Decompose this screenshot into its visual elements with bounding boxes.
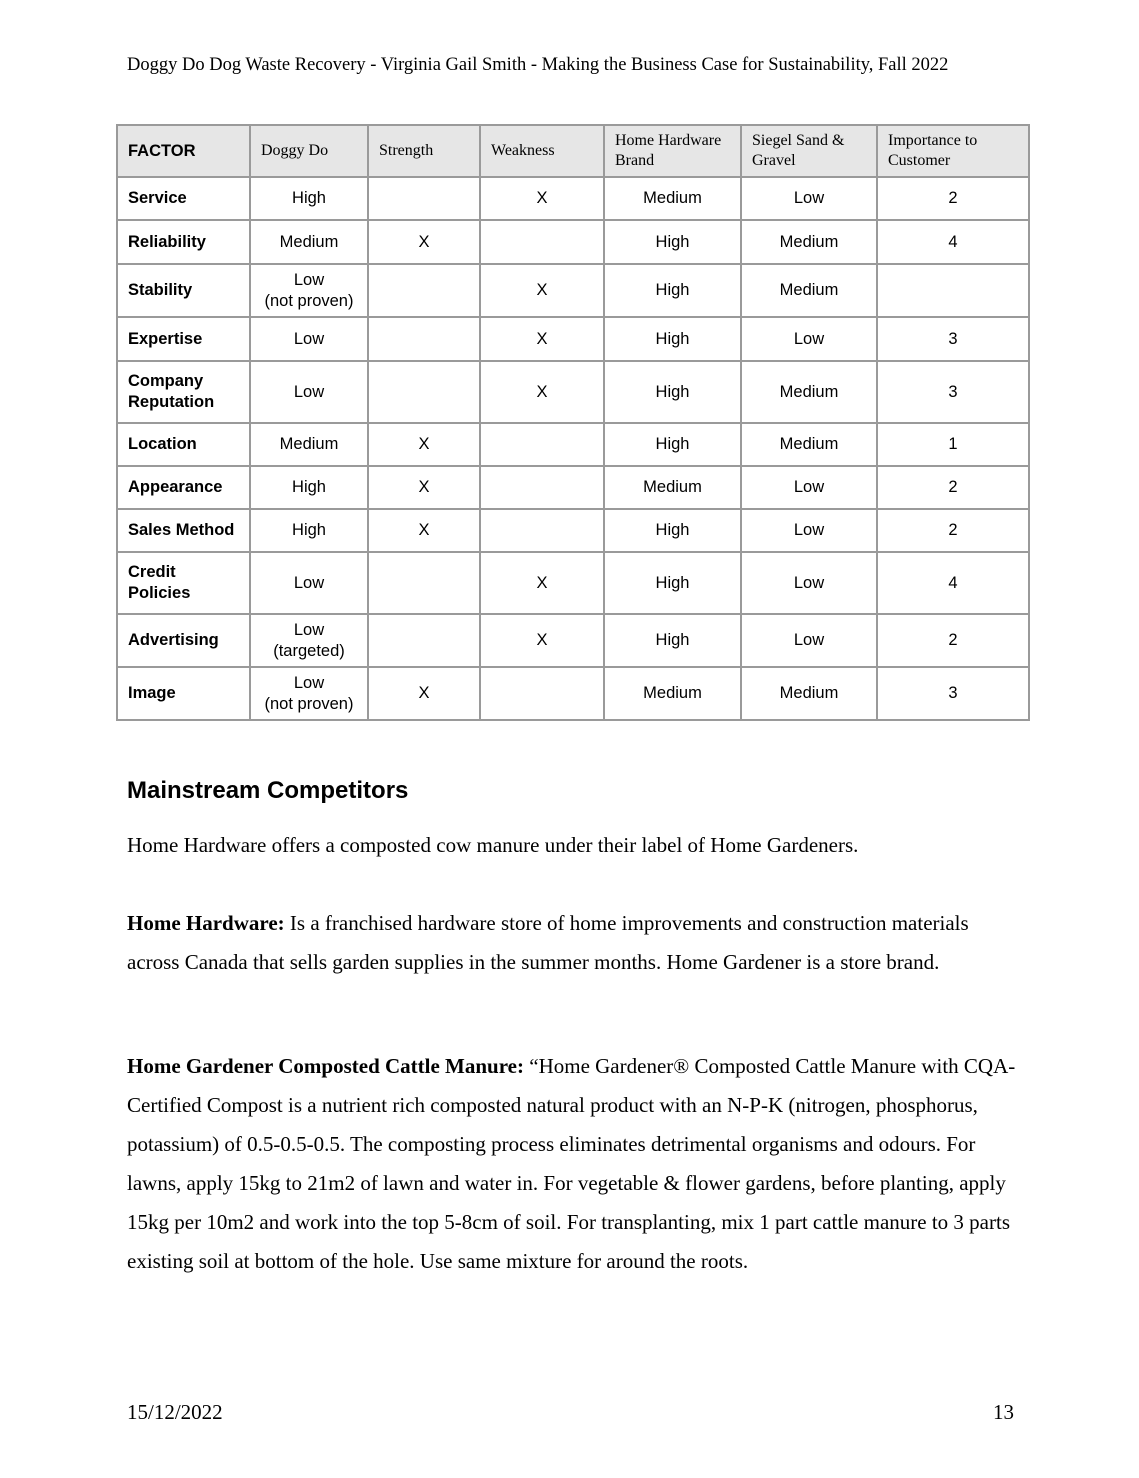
- column-header-home-hardware: Home Hardware Brand: [604, 125, 741, 177]
- home-hardware-cell: High: [604, 220, 741, 264]
- doggy-do-cell: Medium: [250, 423, 368, 466]
- table-row: [117, 423, 1029, 466]
- strength-cell: X: [368, 466, 480, 509]
- siegel-cell: Low: [741, 466, 877, 509]
- home-hardware-cell: High: [604, 509, 741, 552]
- table-row: [117, 220, 1029, 264]
- rating-value: Low: [293, 270, 325, 289]
- strength-cell: [368, 264, 480, 317]
- siegel-cell: Low: [741, 614, 877, 667]
- siegel-cell: Medium: [741, 423, 877, 466]
- rating-note: (targeted): [273, 641, 345, 660]
- factor-cell: Stability: [117, 264, 250, 317]
- weakness-cell: X: [480, 317, 604, 361]
- doggy-do-cell: [250, 614, 368, 667]
- weakness-cell: [480, 466, 604, 509]
- doggy-do-cell: High: [250, 509, 368, 552]
- doggy-do-cell: Low: [250, 552, 368, 614]
- home-hardware-cell: High: [604, 317, 741, 361]
- importance-cell: [877, 264, 1029, 317]
- factor-cell: Expertise: [117, 317, 250, 361]
- column-header-importance: Importance to Customer: [877, 125, 1029, 177]
- table-row: [117, 552, 1029, 614]
- importance-cell: 3: [877, 317, 1029, 361]
- table-row: [117, 317, 1029, 361]
- column-header-weakness: Weakness: [480, 125, 604, 177]
- strength-cell: X: [368, 667, 480, 720]
- doggy-do-cell: Low: [250, 361, 368, 423]
- weakness-cell: X: [480, 552, 604, 614]
- document-header: Doggy Do Dog Waste Recovery - Virginia Gail Smith - Making the Business Case for Sustainability, Fall 2022: [127, 55, 949, 75]
- column-header-doggy-do: Doggy Do: [250, 125, 368, 177]
- column-header-siegel: Siegel Sand & Gravel: [741, 125, 877, 177]
- factor-cell: Advertising: [117, 614, 250, 667]
- competitor-comparison-table: [116, 124, 1030, 721]
- factor-cell: [117, 552, 250, 614]
- weakness-cell: X: [480, 614, 604, 667]
- home-hardware-paragraph: [127, 904, 1022, 982]
- home-hardware-cell: High: [604, 264, 741, 317]
- rating-note: (not proven): [264, 291, 354, 310]
- importance-cell: 2: [877, 614, 1029, 667]
- strength-cell: X: [368, 423, 480, 466]
- importance-cell: 4: [877, 220, 1029, 264]
- doggy-do-cell: Medium: [250, 220, 368, 264]
- factor-line-2: Policies: [128, 584, 191, 602]
- paragraph-lead: Home Hardware:: [127, 911, 285, 935]
- weakness-cell: [480, 423, 604, 466]
- rating-value: Low: [293, 620, 325, 639]
- column-header-strength: Strength: [368, 125, 480, 177]
- weakness-cell: [480, 509, 604, 552]
- factor-line-1: Company: [128, 372, 204, 390]
- weakness-cell: X: [480, 177, 604, 220]
- siegel-cell: Medium: [741, 264, 877, 317]
- strength-cell: [368, 614, 480, 667]
- factor-cell: Image: [117, 667, 250, 720]
- importance-cell: 2: [877, 509, 1029, 552]
- table-row: [117, 177, 1029, 220]
- factor-cell: Sales Method: [117, 509, 250, 552]
- siegel-cell: Medium: [741, 220, 877, 264]
- strength-cell: [368, 361, 480, 423]
- section-heading: Mainstream Competitors: [127, 777, 409, 804]
- doggy-do-cell: High: [250, 177, 368, 220]
- intro-paragraph: Home Hardware offers a composted cow manure under their label of Home Gardeners.: [127, 833, 859, 857]
- importance-cell: 1: [877, 423, 1029, 466]
- home-hardware-cell: Medium: [604, 667, 741, 720]
- table-header-row: [117, 125, 1029, 177]
- importance-cell: 2: [877, 177, 1029, 220]
- paragraph-body: “Home Gardener® Composted Cattle Manure with CQA-Certified Compost is a nutrient rich composted natural product with an N-P-K (nitrogen, phosphorus, potassium) of 0.5-0.5-0.5. The composting process eliminates detrimental organisms and odours. For lawns, apply 15kg to 21m2 of lawn and water in. For vegetable & flower gardens, before planting, apply 15kg per 10m2 and work into the top 5-8cm of soil. For transplanting, mix 1 part cattle manure to 3 parts existing soil at bottom of the hole. Use same mixture for around the roots.: [127, 1054, 1016, 1273]
- table-row: [117, 667, 1029, 720]
- weakness-cell: X: [480, 361, 604, 423]
- factor-cell: Reliability: [117, 220, 250, 264]
- strength-cell: [368, 552, 480, 614]
- siegel-cell: Medium: [741, 361, 877, 423]
- weakness-cell: X: [480, 264, 604, 317]
- footer-date: 15/12/2022: [127, 1400, 223, 1424]
- strength-cell: [368, 317, 480, 361]
- paragraph-body: Is a franchised hardware store of home improvements and construction materials across Canada that sells garden supplies in the summer months. Home Gardener is a store brand.: [127, 911, 969, 974]
- siegel-cell: Low: [741, 552, 877, 614]
- importance-cell: 4: [877, 552, 1029, 614]
- composted-manure-paragraph: [127, 1047, 1022, 1281]
- rating-note: (not proven): [264, 694, 354, 713]
- home-hardware-cell: Medium: [604, 177, 741, 220]
- doggy-do-cell: [250, 667, 368, 720]
- page-number: 13: [993, 1400, 1014, 1424]
- factor-cell: Location: [117, 423, 250, 466]
- column-header-factor: FACTOR: [117, 125, 250, 177]
- factor-cell: Appearance: [117, 466, 250, 509]
- strength-cell: [368, 177, 480, 220]
- siegel-cell: Low: [741, 509, 877, 552]
- factor-line-1: Credit: [128, 563, 176, 581]
- home-hardware-cell: High: [604, 614, 741, 667]
- siegel-cell: Medium: [741, 667, 877, 720]
- strength-cell: X: [368, 220, 480, 264]
- paragraph-lead: Home Gardener Composted Cattle Manure:: [127, 1054, 524, 1078]
- factor-line-2: Reputation: [128, 393, 215, 411]
- home-hardware-cell: High: [604, 552, 741, 614]
- table-row: [117, 264, 1029, 317]
- table-row: [117, 466, 1029, 509]
- siegel-cell: Low: [741, 177, 877, 220]
- doggy-do-cell: Low: [250, 317, 368, 361]
- importance-cell: 3: [877, 667, 1029, 720]
- weakness-cell: [480, 220, 604, 264]
- rating-value: Low: [293, 673, 325, 692]
- importance-cell: 2: [877, 466, 1029, 509]
- factor-cell: Service: [117, 177, 250, 220]
- table-row: [117, 361, 1029, 423]
- siegel-cell: Low: [741, 317, 877, 361]
- weakness-cell: [480, 667, 604, 720]
- doggy-do-cell: [250, 264, 368, 317]
- table-row: [117, 509, 1029, 552]
- home-hardware-cell: High: [604, 423, 741, 466]
- strength-cell: X: [368, 509, 480, 552]
- table-row: [117, 614, 1029, 667]
- home-hardware-cell: Medium: [604, 466, 741, 509]
- factor-cell: [117, 361, 250, 423]
- importance-cell: 3: [877, 361, 1029, 423]
- home-hardware-cell: High: [604, 361, 741, 423]
- doggy-do-cell: High: [250, 466, 368, 509]
